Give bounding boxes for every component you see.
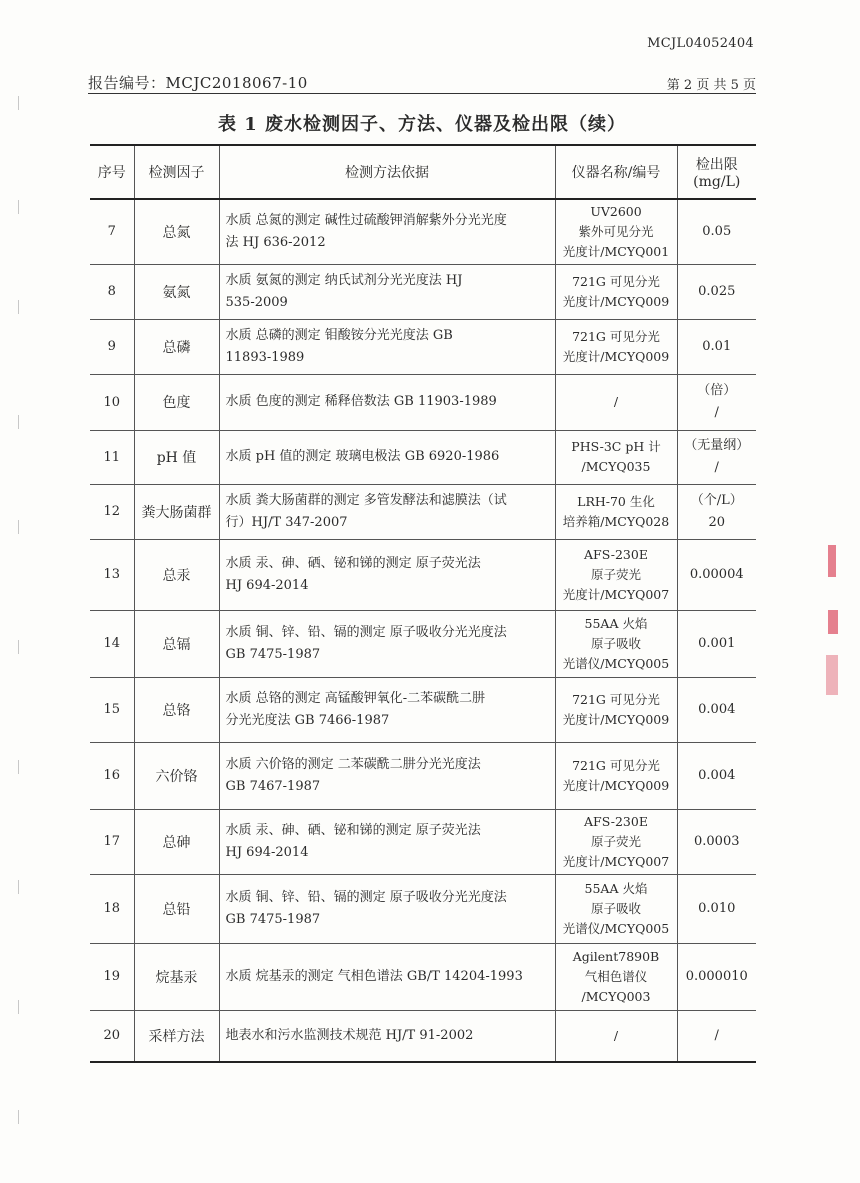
instrument-name-line: 光度计/MCYQ001 — [562, 243, 670, 259]
row-number: 12 — [90, 484, 134, 539]
table-row — [90, 539, 756, 610]
instrument-name-line: /MCYQ035 — [581, 459, 651, 474]
instrument-name-line: Agilent7890B — [572, 948, 660, 964]
row-number: 17 — [90, 809, 134, 874]
row-number: 16 — [90, 742, 134, 809]
row-number: 13 — [90, 539, 134, 610]
table-row — [90, 199, 756, 264]
detection-limit-line: / — [714, 460, 719, 475]
detection-limit — [677, 430, 756, 484]
table-row — [90, 430, 756, 484]
binding-mark — [18, 96, 25, 110]
instrument-name-line: 培养箱/MCYQ028 — [562, 513, 670, 529]
detection-limit-line: 0.05 — [702, 223, 732, 239]
row-number: 15 — [90, 677, 134, 742]
detection-limit-line: 20 — [708, 514, 726, 530]
instrument-name — [555, 199, 677, 264]
row-number: 8 — [90, 264, 134, 319]
table-row — [90, 319, 756, 374]
detection-method-line: 11893-1989 — [225, 349, 305, 365]
instrument-name-line: / — [613, 1027, 619, 1043]
detection-method-line: 行）HJ/T 347-2007 — [225, 514, 348, 530]
binding-mark — [18, 300, 25, 314]
instrument-name-line: 光度计/MCYQ007 — [562, 853, 670, 869]
instrument-name-line: 721G 可见分光 — [572, 328, 660, 344]
instrument-name — [555, 874, 677, 943]
instrument-name-line: 原子荧光 — [590, 566, 641, 582]
binding-mark — [18, 760, 25, 774]
detection-factor: 总铅 — [134, 874, 219, 943]
detection-method — [219, 677, 555, 742]
table-title: 表 1 废水检测因子、方法、仪器及检出限（续） — [217, 114, 627, 135]
detection-limit — [677, 943, 756, 1010]
detection-method-line: GB 7475-1987 — [225, 911, 321, 927]
row-number: 11 — [90, 430, 134, 484]
table-row — [90, 1010, 756, 1062]
binding-mark — [18, 1110, 25, 1124]
instrument-name-line: PHS-3C pH 计 — [571, 439, 661, 454]
detection-method-line: 水质 铜、锌、铅、镉的测定 原子吸收分光光度法 — [225, 624, 507, 640]
instrument-name-line: UV2600 — [590, 203, 642, 219]
instrument-name — [555, 430, 677, 484]
detection-limit-line: 0.010 — [698, 900, 736, 916]
instrument-name-line: 光度计/MCYQ009 — [562, 711, 670, 727]
detection-method-line: GB 7475-1987 — [225, 646, 321, 662]
col-header-limit-unit: (mg/L) — [693, 174, 741, 190]
detection-limit — [677, 374, 756, 430]
instrument-name-line: 原子吸收 — [590, 900, 641, 916]
report-number: 报告编号：MCJC2018067-10 — [88, 74, 308, 92]
col-header-instrument: 仪器名称/编号 — [555, 145, 677, 199]
instrument-name-line: 光度计/MCYQ007 — [562, 586, 670, 602]
col-header-method: 检测方法依据 — [219, 145, 555, 199]
detection-method-line: 水质 总铬的测定 高锰酸钾氧化-二苯碳酰二肼 — [225, 690, 486, 706]
row-number: 9 — [90, 319, 134, 374]
table-row — [90, 742, 756, 809]
detection-method — [219, 610, 555, 677]
detection-factor: 六价铬 — [134, 742, 219, 809]
instrument-name-line: 721G 可见分光 — [572, 757, 660, 773]
detection-method — [219, 539, 555, 610]
table-row — [90, 264, 756, 319]
detection-method-line: 水质 总磷的测定 钼酸铵分光光度法 GB — [225, 327, 453, 343]
instrument-name-line: 55AA 火焰 — [584, 880, 648, 896]
detection-factor: 氨氮 — [134, 264, 219, 319]
col-header-factor: 检测因子 — [134, 145, 219, 199]
instrument-name-line: 原子吸收 — [590, 635, 641, 651]
detection-factor: 总铬 — [134, 677, 219, 742]
detection-limit-line: （无量纲） — [684, 438, 750, 453]
binding-mark — [18, 640, 25, 654]
detection-limit-line: / — [714, 405, 719, 420]
detection-method-line: HJ 694-2014 — [225, 844, 309, 860]
binding-mark — [18, 200, 25, 214]
header-rule — [88, 93, 756, 94]
instrument-name — [555, 742, 677, 809]
page-info: 第 2 页 共 5 页 — [666, 78, 756, 93]
detection-method-line: 水质 六价铬的测定 二苯碳酰二肼分光光度法 — [225, 756, 481, 772]
detection-method-line: 水质 pH 值的测定 玻璃电极法 GB 6920-1986 — [225, 449, 500, 464]
instrument-name-line: 光度计/MCYQ009 — [562, 777, 670, 793]
col-header-limit-label: 检出限 — [695, 157, 738, 173]
instrument-name — [555, 484, 677, 539]
detection-limit — [677, 610, 756, 677]
table-row — [90, 484, 756, 539]
detection-factor: 总砷 — [134, 809, 219, 874]
instrument-name-line: 55AA 火焰 — [584, 615, 648, 631]
document-code: MCJL04052404 — [647, 36, 754, 51]
detection-limit — [677, 319, 756, 374]
detection-method — [219, 943, 555, 1010]
instrument-name-line: 气相色谱仪 — [584, 968, 648, 984]
instrument-name-line: 光度计/MCYQ009 — [562, 348, 670, 364]
detection-method-line: 水质 色度的测定 稀释倍数法 GB 11903-1989 — [225, 394, 497, 409]
detection-method — [219, 264, 555, 319]
detection-method-line: 分光光度法 GB 7466-1987 — [225, 712, 390, 728]
detection-method — [219, 319, 555, 374]
table-row — [90, 874, 756, 943]
instrument-name-line: 721G 可见分光 — [572, 273, 660, 289]
row-number: 20 — [90, 1010, 134, 1062]
row-number: 18 — [90, 874, 134, 943]
detection-method — [219, 874, 555, 943]
instrument-name-line: 光度计/MCYQ009 — [562, 293, 670, 309]
detection-method — [219, 430, 555, 484]
detection-method-line: HJ 694-2014 — [225, 577, 309, 593]
table-header-row — [90, 145, 756, 199]
binding-mark — [18, 415, 25, 429]
seal-mark — [826, 655, 838, 695]
detection-factor: 总汞 — [134, 539, 219, 610]
detection-limit-line: 0.0003 — [694, 833, 740, 849]
detection-factor: 总磷 — [134, 319, 219, 374]
instrument-name-line: / — [613, 394, 619, 409]
col-header-limit — [677, 145, 756, 199]
detection-method-line: 地表水和污水监测技术规范 HJ/T 91-2002 — [225, 1027, 474, 1043]
table-row — [90, 677, 756, 742]
detection-limit-line: / — [714, 1027, 719, 1043]
detection-method-line: 水质 总氮的测定 碱性过硫酸钾消解紫外分光光度 — [225, 212, 507, 228]
detection-factor: 采样方法 — [134, 1010, 219, 1062]
detection-limit-line: 0.00004 — [689, 566, 744, 582]
instrument-name-line: LRH-70 生化 — [577, 493, 655, 509]
detection-method — [219, 1010, 555, 1062]
table-row — [90, 809, 756, 874]
row-number: 14 — [90, 610, 134, 677]
instrument-name — [555, 264, 677, 319]
detection-method-line: 535-2009 — [225, 294, 288, 310]
detection-limit — [677, 484, 756, 539]
detection-limit-line: 0.004 — [698, 767, 736, 783]
detection-method-line: 水质 汞、砷、硒、铋和锑的测定 原子荧光法 — [225, 822, 481, 838]
instrument-name — [555, 677, 677, 742]
detection-limit — [677, 874, 756, 943]
detection-limit-line: 0.001 — [698, 635, 736, 651]
instrument-name — [555, 809, 677, 874]
detection-method-line: 水质 汞、砷、硒、铋和锑的测定 原子荧光法 — [225, 555, 481, 571]
instrument-name — [555, 539, 677, 610]
table-row — [90, 374, 756, 430]
detection-limit — [677, 677, 756, 742]
detection-limit — [677, 1010, 756, 1062]
detection-method — [219, 374, 555, 430]
detection-limit-line: 0.004 — [698, 701, 736, 717]
detection-method-line: 水质 铜、锌、铅、镉的测定 原子吸收分光光度法 — [225, 889, 507, 905]
instrument-name — [555, 319, 677, 374]
binding-mark — [18, 520, 25, 534]
instrument-name-line: 紫外可见分光 — [578, 223, 654, 239]
detection-factor: pH 值 — [134, 430, 219, 484]
detection-method — [219, 199, 555, 264]
seal-mark — [828, 545, 836, 577]
detection-method-line: 水质 粪大肠菌群的测定 多管发酵法和滤膜法（试 — [225, 492, 507, 508]
binding-mark — [18, 1000, 25, 1014]
table-row — [90, 610, 756, 677]
detection-method — [219, 742, 555, 809]
detection-factor: 总镉 — [134, 610, 219, 677]
detection-limit-line: （个/L） — [690, 492, 743, 508]
detection-method-line: 水质 烷基汞的测定 气相色谱法 GB/T 14204-1993 — [225, 968, 523, 984]
binding-mark — [18, 880, 25, 894]
instrument-name — [555, 374, 677, 430]
table-row — [90, 943, 756, 1010]
detection-factor: 色度 — [134, 374, 219, 430]
row-number: 7 — [90, 199, 134, 264]
detection-limit — [677, 742, 756, 809]
instrument-name — [555, 610, 677, 677]
instrument-name-line: 光谱仪/MCYQ005 — [562, 655, 670, 671]
seal-mark — [828, 610, 838, 634]
detection-method-line: GB 7467-1987 — [225, 778, 321, 794]
instrument-name — [555, 943, 677, 1010]
detection-limit-line: 0.01 — [702, 338, 732, 354]
detection-table — [90, 144, 756, 1063]
col-header-no: 序号 — [90, 145, 134, 199]
instrument-name-line: 721G 可见分光 — [572, 691, 660, 707]
detection-limit — [677, 809, 756, 874]
instrument-name — [555, 1010, 677, 1062]
detection-limit — [677, 264, 756, 319]
detection-factor: 粪大肠菌群 — [134, 484, 219, 539]
detection-method-line: 水质 氨氮的测定 纳氏试剂分光光度法 HJ — [225, 272, 463, 288]
detection-limit-line: 0.000010 — [685, 968, 748, 984]
instrument-name-line: AFS-230E — [584, 546, 648, 562]
instrument-name-line: /MCYQ003 — [581, 988, 651, 1004]
detection-factor: 总氮 — [134, 199, 219, 264]
detection-limit-line: 0.025 — [698, 283, 736, 299]
instrument-name-line: 光谱仪/MCYQ005 — [562, 920, 670, 936]
detection-method — [219, 484, 555, 539]
row-number: 10 — [90, 374, 134, 430]
detection-method-line: 法 HJ 636-2012 — [225, 234, 326, 250]
row-number: 19 — [90, 943, 134, 1010]
detection-limit — [677, 199, 756, 264]
detection-limit-line: （倍） — [697, 383, 737, 398]
detection-factor: 烷基汞 — [134, 943, 219, 1010]
detection-method — [219, 809, 555, 874]
instrument-name-line: AFS-230E — [584, 813, 648, 829]
instrument-name-line: 原子荧光 — [590, 833, 641, 849]
detection-limit — [677, 539, 756, 610]
